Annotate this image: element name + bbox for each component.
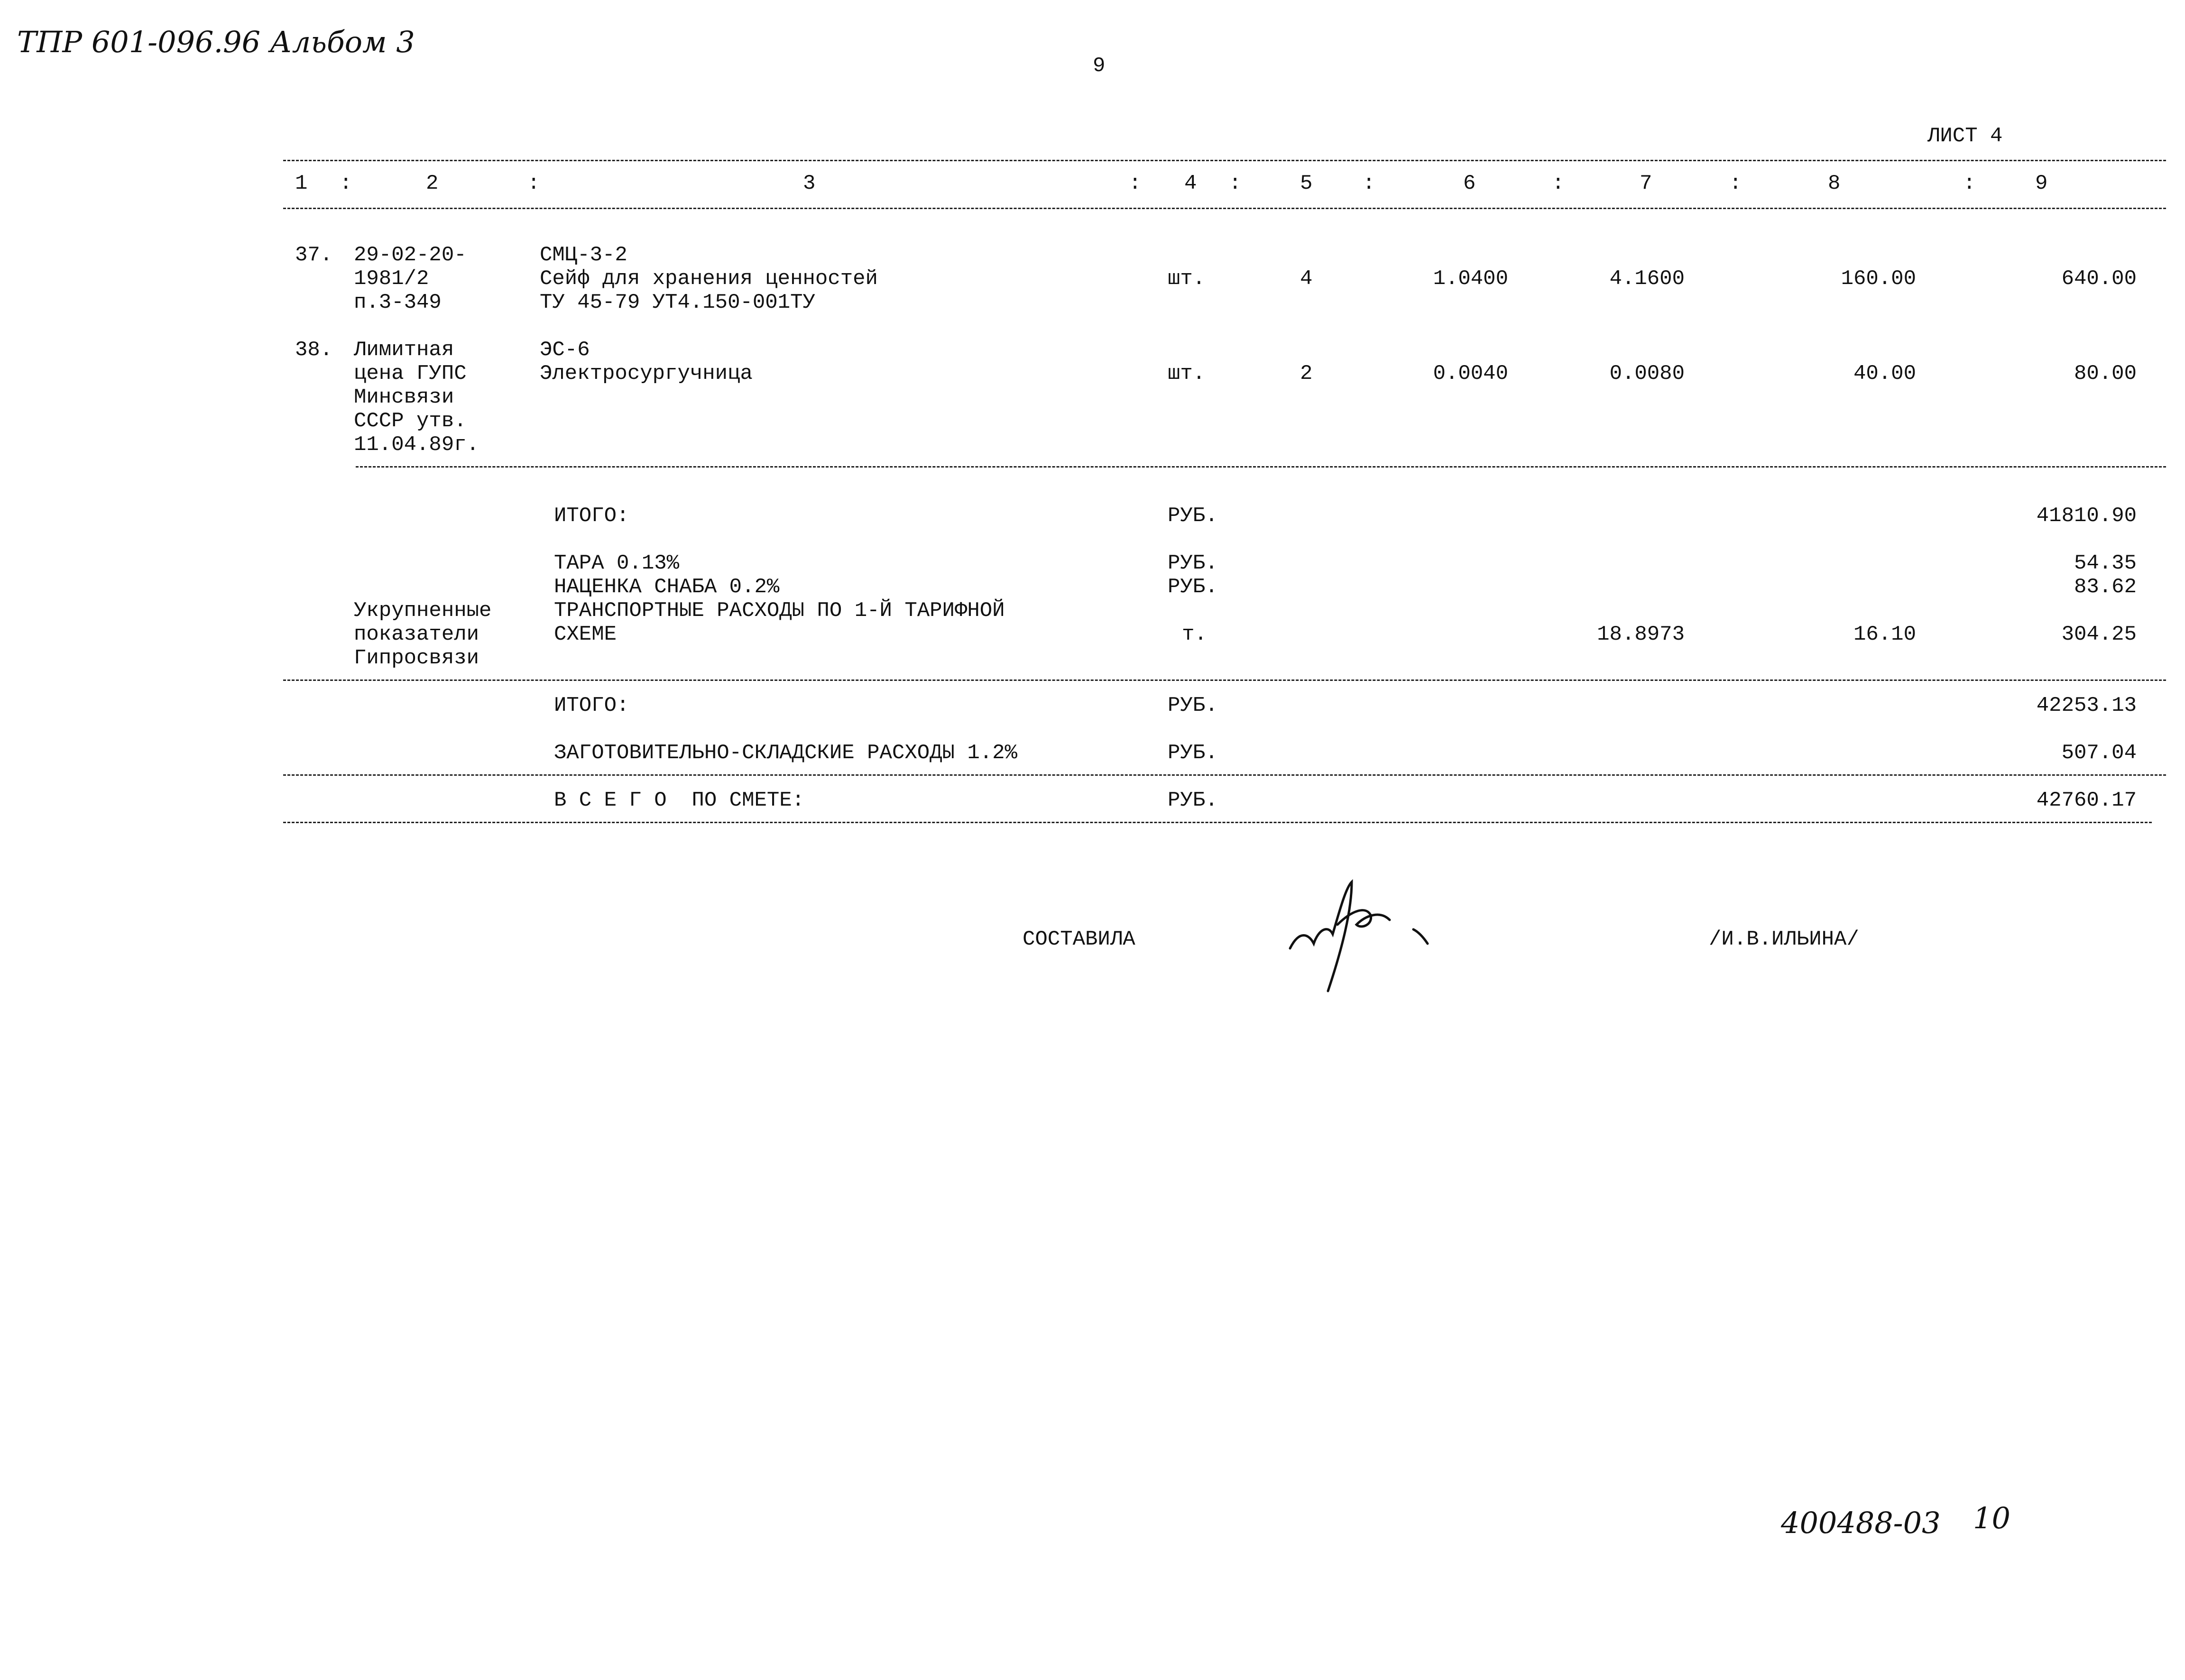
rows-bottom-rule [356,466,2166,468]
col-sep: : [340,172,352,195]
col-header-3: 3 [803,172,816,195]
itogo2-label: ИТОГО: [554,694,629,717]
row-col6: 1.0400 [1433,267,1508,291]
col-sep: : [1963,172,1976,195]
row-qty: 4 [1300,267,1313,291]
row-col8: 40.00 [1853,362,1916,386]
source-line: Гипросвязи [354,646,479,670]
row-unit: шт. [1168,362,1206,386]
vsego-label: В С Е Г О ПО СМЕТЕ: [554,789,805,812]
header-top-rule [283,160,2166,161]
tara-unit: РУБ. [1168,551,1218,575]
col-sep: : [1363,172,1375,195]
zagot-unit: РУБ. [1168,741,1218,765]
itogo2-unit: РУБ. [1168,694,1218,717]
col-header-9: 9 [2035,172,2048,195]
nacenka-unit: РУБ. [1168,575,1218,599]
transport-label: СХЕМЕ [554,623,617,646]
vsego-top-rule [283,774,2166,776]
col-sep: : [1229,172,1242,195]
row-unit: шт. [1168,267,1206,291]
row-code-line: Минсвязи [354,386,454,409]
col-header-4: 4 [1184,172,1197,195]
document-code-number: 10 [1973,1501,2010,1535]
zagot-label: ЗАГОТОВИТЕЛЬНО-СКЛАДСКИЕ РАСХОДЫ 1.2% [554,741,1017,765]
row-number: 38. [295,338,333,362]
itogo-value: 41810.90 [2036,504,2137,528]
totals-rule [283,679,2166,681]
transport-value: 304.25 [2061,623,2137,646]
tara-label: ТАРА 0.13% [554,551,680,575]
col-sep: : [1552,172,1565,195]
vsego-bottom-rule [283,822,2152,823]
album-stamp: ТПР 601-096.96 Альбом 3 [17,25,415,59]
col-header-8: 8 [1828,172,1841,195]
row-col7: 0.0080 [1609,362,1685,386]
header-bottom-rule [283,208,2166,209]
row-col7: 4.1600 [1609,267,1685,291]
transport-col8: 16.10 [1853,623,1916,646]
transport-label: ТРАНСПОРТНЫЕ РАСХОДЫ ПО 1-Й ТАРИФНОЙ [554,599,1005,623]
row-desc-line: Сейф для хранения ценностей [540,267,878,291]
signature-label: СОСТАВИЛА [1023,927,1135,951]
row-col6: 0.0040 [1433,362,1508,386]
source-line: показатели [354,623,479,646]
row-qty: 2 [1300,362,1313,386]
row-code-line: п.3-349 [354,291,442,314]
vsego-value: 42760.17 [2036,789,2137,812]
row-number: 37. [295,243,333,267]
col-sep: : [1129,172,1142,195]
itogo2-value: 42253.13 [2036,694,2137,717]
transport-col7: 18.8973 [1597,623,1685,646]
nacenka-value: 83.62 [2074,575,2137,599]
zagot-value: 507.04 [2061,741,2137,765]
row-col9: 80.00 [2074,362,2137,386]
col-header-1: 1 [295,172,308,195]
sheet-label: ЛИСТ 4 [1927,124,2003,148]
transport-unit: т. [1182,623,1207,646]
document-code: 400488-03 [1781,1506,1941,1540]
itogo-unit: РУБ. [1168,504,1218,528]
row-code-line: 11.04.89г. [354,433,479,457]
row-code-line: Лимитная [354,338,454,362]
row-code-line: СССР утв. [354,409,467,433]
row-code-line: цена ГУПС [354,362,467,386]
col-header-2: 2 [426,172,439,195]
col-header-5: 5 [1300,172,1313,195]
nacenka-label: НАЦЕНКА СНАБА 0.2% [554,575,780,599]
col-header-7: 7 [1640,172,1652,195]
row-code-line: 1981/2 [354,267,429,291]
signature-name: /И.В.ИЛЬИНА/ [1709,927,1859,951]
vsego-unit: РУБ. [1168,789,1218,812]
itogo-label: ИТОГО: [554,504,629,528]
row-desc-line: Электросургучница [540,362,753,386]
col-header-6: 6 [1463,172,1476,195]
row-col9: 640.00 [2061,267,2137,291]
tara-value: 54.35 [2074,551,2137,575]
row-code-line: 29-02-20- [354,243,467,267]
source-line: Укрупненные [354,599,492,623]
row-desc-line: СМЦ-3-2 [540,243,627,267]
col-sep: : [1729,172,1742,195]
col-sep: : [527,172,540,195]
row-desc-line: ТУ 45-79 УТ4.150-001ТУ [540,291,815,314]
page-number: 9 [1093,54,1106,78]
row-desc-line: ЭС-6 [540,338,590,362]
row-col8: 160.00 [1841,267,1916,291]
handwritten-signature [1281,872,1451,996]
